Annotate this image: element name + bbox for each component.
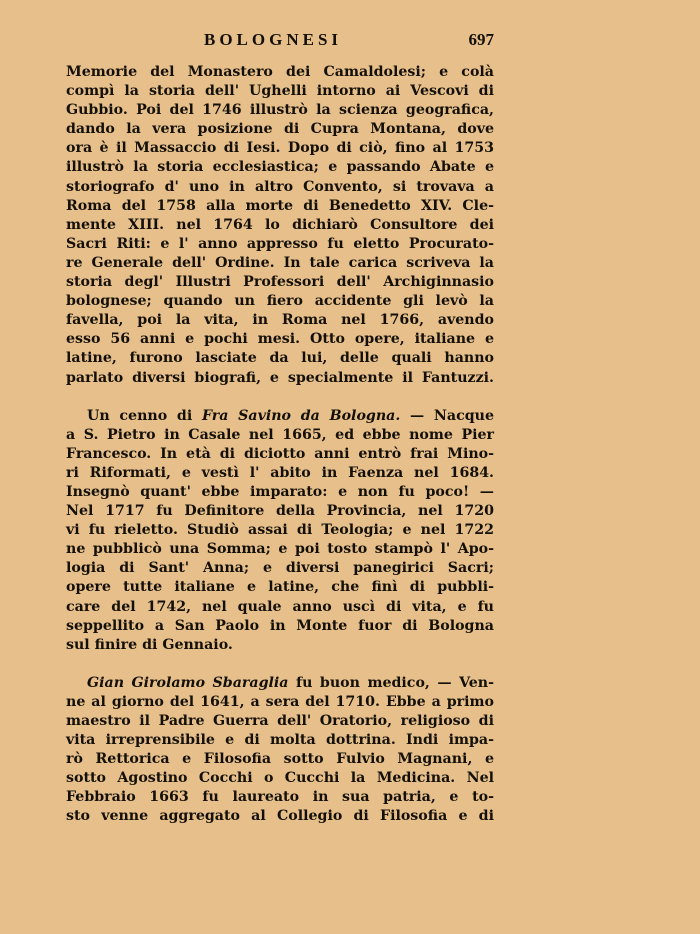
text-line: care del 1742, nel quale anno uscì di vita, e fu xyxy=(66,598,494,615)
text-line: ora è il Massaccio di Iesi. Dopo di ciò, fino al 1753 xyxy=(66,140,494,157)
page-header xyxy=(66,30,494,56)
paragraph-3 xyxy=(66,674,494,827)
text-line: rò Rettorica e Filosofia sotto Fulvio Magnani, e xyxy=(66,751,494,768)
text-line: ne al giorno del 1641, a sera del 1710. Ebbe a primo xyxy=(66,693,494,710)
text-line: vita irreprensibile e di molta dottrina. Indi impa- xyxy=(66,732,494,749)
paragraph-gap xyxy=(66,388,494,407)
text-line: sotto Agostino Cocchi o Cucchi la Medicina. Nel xyxy=(66,770,494,787)
text-line: re Generale dell' Ordine. In tale carica scriveva la xyxy=(66,254,494,271)
running-title: BOLOGNESI xyxy=(204,30,343,49)
text-line: parlato diversi biografi, e specialmente il Fantuzzi. xyxy=(66,369,494,386)
text-line: maestro il Padre Guerra dell' Oratorio, religioso di xyxy=(66,713,494,729)
text-line: favella, poi la vita, in Roma nel 1766, avendo xyxy=(66,312,494,329)
text-line: Memorie del Monastero dei Camaldolesi; e colà xyxy=(66,64,494,80)
text-line: Un cenno di Fra Savino da Bologna. — Nacque xyxy=(87,407,494,424)
text-line: a S. Pietro in Casale nel 1665, ed ebbe nome Pier xyxy=(66,426,494,443)
text-line: illustrò la storia ecclesiastica; e passando Abate e xyxy=(66,159,494,176)
text-line: latine, furono lasciate da lui, delle quali hanno xyxy=(66,350,494,367)
page-number: 697 xyxy=(468,30,494,49)
text-line: Febbraio 1663 fu laureato in sua patria, e to- xyxy=(66,789,494,806)
text-line: storiografo d' uno in altro Convento, si trovava a xyxy=(66,178,494,195)
text-line: dando la vera posizione di Cupra Montana, dove xyxy=(66,121,494,138)
paragraph-2 xyxy=(66,407,494,655)
paragraph-1 xyxy=(66,63,494,388)
text-line: logia di Sant' Anna; e diversi panegirici Sacri; xyxy=(66,560,494,577)
text-line: Roma del 1758 alla morte di Benedetto XIV. Cle- xyxy=(66,197,494,214)
text-line: mente XIII. nel 1764 lo dichiarò Consultore dei xyxy=(66,216,494,233)
text-line: ri Riformati, e vestì l' abito in Faenza nel 1684. xyxy=(66,464,494,481)
text-line: Sacri Riti: e l' anno appresso fu eletto Procurato- xyxy=(66,235,494,252)
text-line: Francesco. In età di diciotto anni entrò frai Mino- xyxy=(66,445,494,462)
text-line: Gubbio. Poi del 1746 illustrò la scienza geografica, xyxy=(66,102,494,119)
text-line: sul finire di Gennaio. xyxy=(66,636,233,653)
text-line: compì la storia dell' Ughelli intorno ai Vescovi di xyxy=(66,83,494,100)
text-line: sto venne aggregato al Collegio di Filosofia e di xyxy=(66,808,494,825)
text-line: ne pubblicò una Somma; e poi tosto stampò l' Apo- xyxy=(66,541,494,558)
text-line: storia degl' Illustri Professori dell' Archiginnasio xyxy=(66,274,494,291)
italic-name: Gian Girolamo Sbaraglia xyxy=(87,674,289,691)
paragraph-gap xyxy=(66,655,494,674)
text-line: Insegnò quant' ebbe imparato: e non fu poco! — xyxy=(66,483,494,500)
text-line: Gian Girolamo Sbaraglia fu buon medico, — Ven- xyxy=(87,674,494,691)
text-line: bolognese; quando un fiero accidente gli levò la xyxy=(66,293,494,310)
body-text xyxy=(66,63,494,827)
text-line: vi fu rieletto. Studiò assai di Teologia; e nel 1722 xyxy=(66,522,494,539)
text-line: opere tutte italiane e latine, che finì di pubbli- xyxy=(66,579,494,596)
text-line: esso 56 anni e pochi mesi. Otto opere, italiane e xyxy=(66,331,494,348)
text-line: seppellito a San Paolo in Monte fuor di Bologna xyxy=(66,617,494,634)
italic-name: Fra Savino da Bologna. xyxy=(201,407,401,424)
text-line: Nel 1717 fu Definitore della Provincia, nel 1720 xyxy=(66,503,494,520)
